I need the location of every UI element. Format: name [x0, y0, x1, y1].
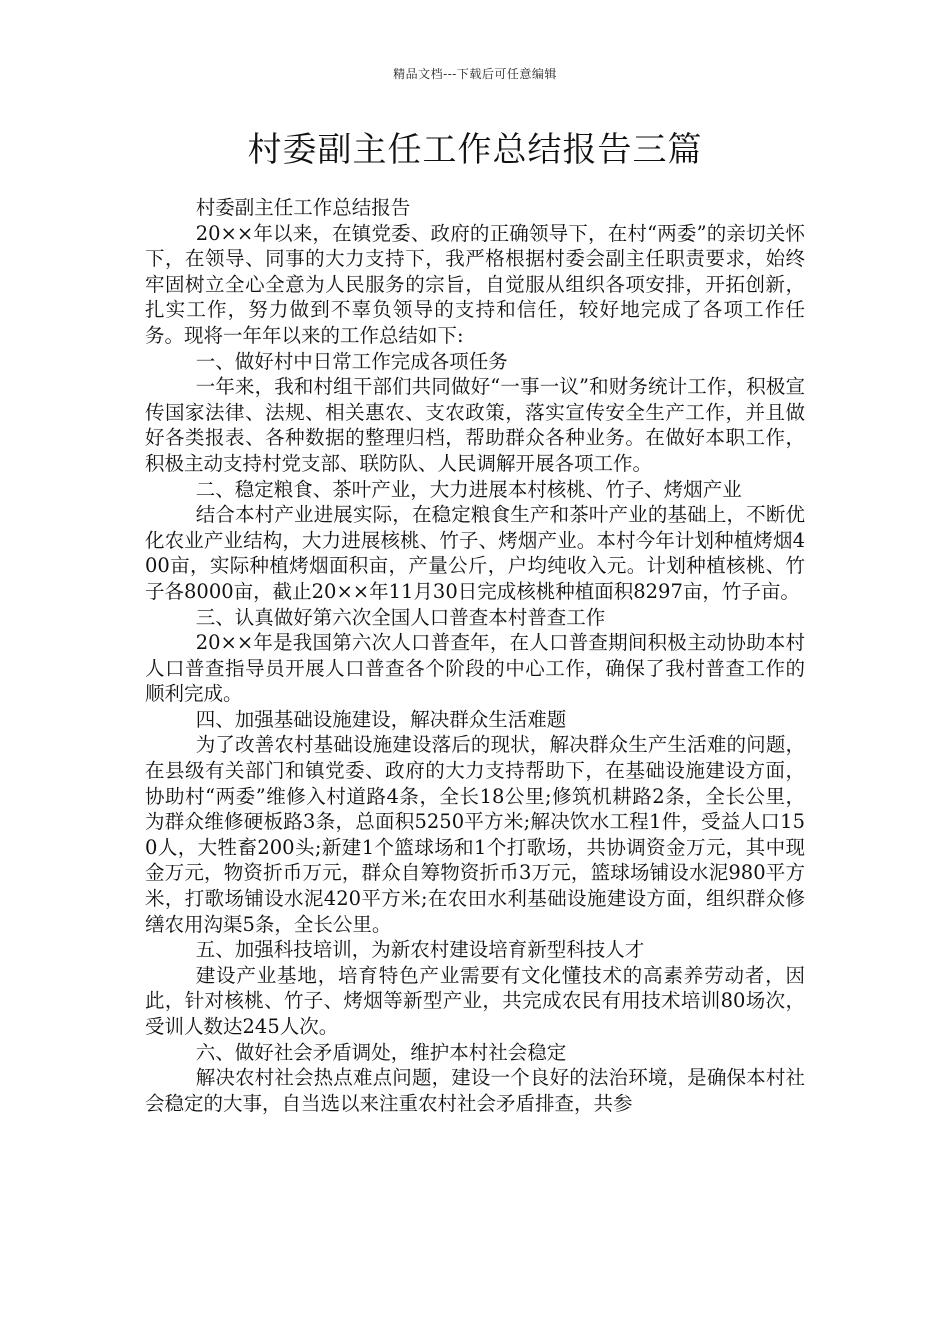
section-heading-4: 四、加强基础设施建设，解决群众生活难题 — [195, 707, 567, 731]
paragraph-section-1: 一年来，我和村组干部们共同做好“一事一议”和财务统计工作，积极宣传国家法律、法规、相关惠农、支农政策，落实宣传安全生产工作，并且做好各类报表、各种数据的整理归档，帮助群众各种业务。在做好本职工作，积极主动支持村党支部、联防队、人民调解开展各项工作。 — [145, 375, 805, 475]
paragraph-section-6: 解决农村社会热点难点问题，建设一个良好的法治环境，是确保本村社会稳定的大事，自当选以来注重农村社会矛盾排查，共参 — [145, 1066, 805, 1115]
paragraph-section-5: 建设产业基地，培育特色产业需要有文化懂技术的高素养劳动者，因此，针对核桃、竹子、烤烟等新型产业，共完成农民有用技术培训80场次，受训人数达245人次。 — [145, 963, 805, 1038]
section-heading-3: 三、认真做好第六次全国人口普查本村普查工作 — [195, 605, 606, 629]
section-heading-6: 六、做好社会矛盾调处，维护本村社会稳定 — [195, 1040, 567, 1064]
page-title: 村委副主任工作总结报告三篇 — [247, 130, 703, 170]
paragraph-section-3: 20××年是我国第六次人口普查年，在人口普查期间积极主动协助本村人口普查指导员开展人口普查各个阶段的中心工作，确保了我村普查工作的顺利完成。 — [145, 631, 805, 706]
paragraph-intro: 20××年以来，在镇党委、政府的正确领导下，在村“两委”的亲切关怀下，在领导、同事的大力支持下，我严格根据村委会副主任职责要求，始终牢固树立全心全意为人民服务的宗旨，自觉服从组织各项安排，开拓创新，扎实工作，努力做到不辜负领导的支持和信任，较好地完成了各项工作任务。现将一年年以来的工作总结如下: — [145, 221, 805, 347]
paragraph-subtitle: 村委副主任工作总结报告 — [195, 196, 411, 219]
section-heading-2: 二、稳定粮食、茶叶产业，大力进展本村核桃、竹子、烤烟产业 — [195, 477, 742, 501]
section-heading-1: 一、做好村中日常工作完成各项任务 — [195, 349, 508, 373]
header-note: 精品文档---下载后可任意编辑 — [393, 67, 557, 81]
paragraph-section-2: 结合本村产业进展实际，在稳定粮食生产和茶叶产业的基础上，不断优化农业产业结构，大力进展核桃、竹子、烤烟产业。本村今年计划种植烤烟400亩，实际种植烤烟面积亩，产量公斤，户均纯收入元。计划种植核桃、竹子各8000亩，截止20××年11月30日完成核桃种植面积8297亩，竹子亩。 — [145, 503, 805, 603]
document-body — [145, 195, 805, 1116]
section-heading-5: 五、加强科技培训，为新农村建设培育新型科技人才 — [195, 938, 645, 962]
paragraph-section-4: 为了改善农村基础设施建设落后的现状，解决群众生产生活难的问题，在县级有关部门和镇党委、政府的大力支持帮助下，在基础设施建设方面，协助村“两委”维修入村道路4条，全长18公里;修筑机耕路2条，全长公里，为群众维修硬板路3条，总面积5250平方米;解决饮水工程1件，受益人口150人，大牲畜200头;新建1个篮球场和1个打歌场，共协调资金万元，其中现金万元，物资折币万元，群众自筹物资折币3万元，篮球场铺设水泥980平方米，打歌场铺设水泥420平方米;在农田水利基础设施建设方面，组织群众修缮农用沟渠5条，全长公里。 — [145, 733, 805, 936]
